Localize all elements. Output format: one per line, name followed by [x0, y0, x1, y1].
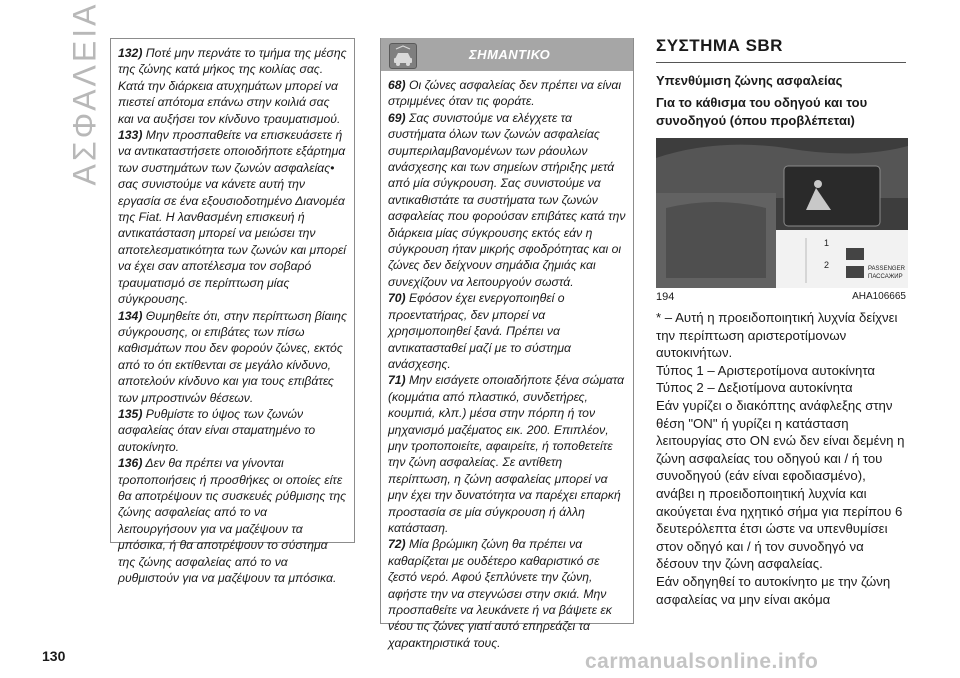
- warning-number: 136): [118, 456, 143, 471]
- page-number: 130: [42, 648, 66, 664]
- note-item: 72) Μία βρώμικη ζώνη θα πρέπει να καθαρίζεται με ουδέτερο καθαριστικό σε ζεστό νερό. Αφού ξεπλύνετε την ζώνη, αφήστε την να στεγνώσει στην σκιά. Μην προσπαθείτε να λευκάνετε ή να βάψετε εκ νέου τις ζώνες γιατί αυτό επηρεάζει τα χαρακτηριστικά τους.: [388, 537, 612, 650]
- figure-callout-2: 2: [824, 260, 830, 270]
- continued-warnings-box: [110, 38, 355, 585]
- figure-caption: [656, 291, 906, 303]
- important-note-box: [380, 38, 634, 650]
- warning-item: 136) Δεν θα πρέπει να γίνονται τροποποιήσεις ή προσθήκες οι οποίες είτε θα αποτρέψουν τις συσκευές ρύθμισης της ζώνης ασφαλείας από το να λειτουργήσουν για να μαζέψουν τα μπόσικα, ή θα αποτρέψουν το σύστημα της ζώνης ασφαλείας από το να ρυθμιστούν για να μαζέψουν τα μπόσικα.: [118, 456, 347, 585]
- sbr-section: [656, 36, 906, 608]
- warning-number: 132): [118, 46, 143, 60]
- note-header: [381, 38, 633, 71]
- figure-number: 194: [656, 291, 675, 303]
- note-item: 69) Σας συνιστούμε να ελέγχετε τα συστήματα όλων των ζωνών ασφαλείας συμπεριλαμβανομένων των ράουλων ανάσχεσης και των σημείων στήριξης μετά από μία σύγκρουση. Σας συνιστούμε να αντικαθιστάτε τα συστήματα των ζωνών ασφαλείας που φορούσαν επιβάτες κατά την διάρκεια μίας σύγκρουσης εκτός εάν η σύγκρουση ήταν μικρής σφοδρότητας και οι ζώνες δεν δείχνουν σημάδια ζημιάς και συνεχίζουν να λειτουργούν σωστά.: [388, 110, 626, 289]
- section-tab-label: ΑΣΦΑΛΕΙΑ: [66, 1, 103, 186]
- figure-dashboard-image: [656, 138, 908, 288]
- warning-item: 134) Θυμηθείτε ότι, στην περίπτωση βίαιης σύγκρουσης, οι επιβάτες των πίσω καθισμάτων που δεν φορούν ζώνες, εκτός από το ότι εκτίθενται σε μεγάλο κίνδυνο, αποτελούν κίνδυνο και για τους επιβάτες των μπροστινών θέσεων.: [118, 308, 347, 405]
- warning-number: 134): [118, 308, 143, 323]
- car-warning-icon: [389, 43, 417, 69]
- warning-number: 133): [118, 128, 143, 143]
- figure-callout-1: 1: [824, 238, 830, 248]
- subheading: Υπενθύμιση ζώνης ασφαλείας: [656, 73, 843, 88]
- note-item: 70) Εφόσον έχει ενεργοποιηθεί ο προεντατήρας, δεν μπορεί να χρησιμοποιηθεί ξανά. Πρέπει να αντικατασταθεί μαζί με το σύστημα ανάσχεσης.: [388, 291, 571, 371]
- section-side-tab: [38, 1, 103, 186]
- warning-item: 133) Μην προσπαθείτε να επισκευάσετε ή να αντικαταστήσετε οποιοδήποτε εξάρτημα των συστημάτων των ζωνών ασφαλείας• σας συνιστούμε να κάνετε αυτή την εργασία σε ένα εξουσιοδοτημένο Διανομέα της Fiat. Η λανθασμένη επισκευή ή αντικατάσταση μπορεί να μειώσει την αποτελεσματικότητα των ζωνών και μπορεί να έχει σαν αποτέλεσμα τον σοβαρό τραυματισμό σε περίπτωση μίας σύγκρουσης.: [118, 128, 346, 307]
- section-heading: ΣΥΣΤΗΜΑ SBR: [656, 36, 783, 55]
- subheading-seats: Για το κάθισμα του οδηγού και του συνοδηγού (όπου προβλέπεται): [656, 95, 868, 128]
- note-title: ΣΗΜΑΝΤΙΚΟ: [469, 47, 551, 62]
- figure-code: AHA106665: [852, 291, 906, 302]
- warning-number: 135): [118, 406, 143, 421]
- passenger-label: PASSENGER: [868, 266, 905, 272]
- note-item: 71) Μην εισάγετε οποιαδήποτε ξένα σώματα (κομμάτια από πλαστικό, συνδετήρες, κουμπιά, κλπ.) μέσα στην πόρπη ή τον μηχανισμό μαζέματος εικ. 200. Επιπλέον, μην τροποποιείτε, αφαιρείτε, ή τοποθετείτε την ζώνη ασφαλείας. Σε αντίθετη περίπτωση, η ζώνη ασφαλείας μπορεί να μην έχει την δυνατότητα να παρέχει επαρκή προστασία σε μία σύγκρουση ή άλλη κατάσταση.: [388, 373, 625, 535]
- passenger-label-ru: ПАССАЖИР: [868, 274, 903, 280]
- warning-item: 135) Ρυθμίστε το ύψος των ζωνών ασφαλείας όταν είναι σταματημένο το αυτοκίνητο.: [118, 406, 316, 454]
- watermark: carmanualsonline.info: [585, 650, 819, 673]
- sbr-body-text: * – Αυτή η προειδοποιητική λυχνία δείχνει την περίπτωση αριστεροτίμονων αυτοκινήτων. Τύπος 1 – Αριστεροτίμονα αυτοκίνητα Τύπος 2 – Δεξιοτίμονα αυτοκίνητα Εάν γυρίζει ο διακόπτης ανάφλεξης στην θέση "ON" ή γυρίζει η κατάσταση λειτουργίας στο ON ενώ δεν είναι δεμένη η ζώνη ασφαλείας του οδηγού και / ή του συνοδηγού (εάν είναι εφοδιασμένο), ανάβει η προειδοποιητική λυχνία και ακούγεται ένα ηχητικό σήμα για περίπου 6 δευτερόλεπτα έτσι ώστε να υπενθυμίσει στον οδηγό και / ή τον συνοδηγό να δέσουν την ζώνη ασφαλείας. Εάν οδηγηθεί το αυτοκίνητο με την ζώνη ασφαλείας να μην είναι ακόμα: [656, 310, 905, 607]
- warning-item: 132) Ποτέ μην περνάτε το τμήμα της μέσης της ζώνης κατά μήκος της κοιλίας σας. Κατά την διάρκεια ατυχημάτων μπορεί να πιεστεί απότομα επάνω στην κοιλιά σας και να αυξήσει τον κίνδυνο τραυματισμού.: [118, 46, 347, 126]
- note-item: 68) Οι ζώνες ασφαλείας δεν πρέπει να είναι στριμμένες όταν τις φοράτε.: [388, 78, 622, 109]
- heading-divider: [656, 62, 906, 63]
